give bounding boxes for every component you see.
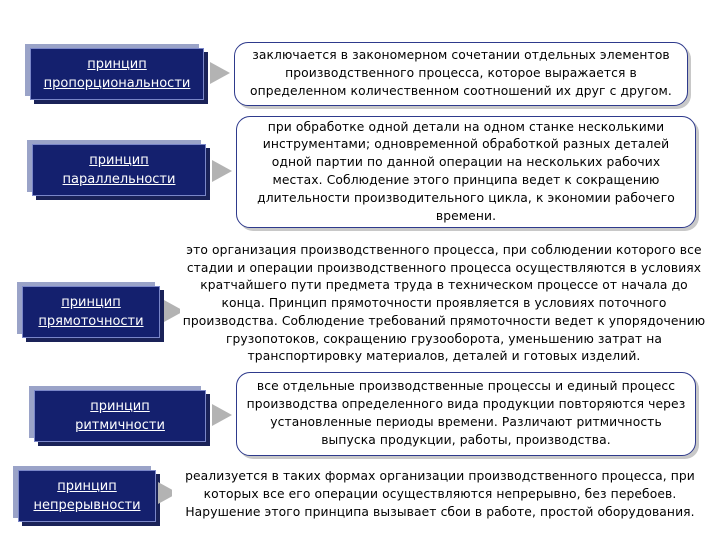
label-line-1: принцип xyxy=(61,295,121,310)
label-line-2: прямоточности xyxy=(38,314,144,329)
description-rhythmicity: все отдельные производственные процессы и единый процесс производства определенного вида продукции повторяются через установленные периоды времени. Различают ритмичность выпуска продукции, работы, производства. xyxy=(236,372,696,456)
label-line-1: принцип xyxy=(89,153,149,168)
label-line-1: принцип xyxy=(87,57,147,72)
description-parallelism: при обработке одной детали на одном станке несколькими инструментами; одновременной обработкой разных деталей одной партии по данной операции на нескольких рабочих местах. Соблюдение этого принципа ведет к сокращению длительности производительного цикла, к экономии рабочего времени. xyxy=(236,116,696,228)
label-line-2: параллельности xyxy=(62,172,176,187)
label-line-1: принцип xyxy=(57,479,117,494)
arrow-right-icon xyxy=(212,160,232,182)
label-line-2: ритмичности xyxy=(75,418,165,433)
label-line-2: непрерывности xyxy=(33,498,141,513)
label-parallelism xyxy=(32,144,206,196)
description-continuity: реализуется в таких формах организации производственного процесса, при которых все его операции осуществляются непрерывно, без перебоев. Нарушение этого принципа вызывает сбои в работе, простой оборудования. xyxy=(172,462,708,528)
label-proportionality xyxy=(30,48,204,100)
arrow-right-icon xyxy=(212,404,232,426)
description-proportionality: заключается в закономерном сочетании отдельных элементов производственного процесса, которое выражается в определенном количественном соотношений их друг с другом. xyxy=(234,42,688,106)
label-line-1: принцип xyxy=(90,399,150,414)
label-direct-flow xyxy=(22,286,160,338)
label-continuity xyxy=(18,470,156,522)
label-rhythmicity xyxy=(34,390,206,442)
arrow-right-icon xyxy=(210,62,230,84)
label-line-2: пропорциональности xyxy=(43,76,191,91)
description-direct-flow: это организация производственного процесса, при соблюдении которого все стадии и операции производственного процесса осуществляются в условиях кратчайшего пути предмета труда в техническом процессе от начала до конца. Принцип прямоточности проявляется в условиях поточного производства. Соблюдение требований прямоточности ведет к упорядочению грузопотоков, сокращению грузооборота, уменьшению затрат на транспортировку материалов, деталей и готовых изделий. xyxy=(180,240,708,368)
